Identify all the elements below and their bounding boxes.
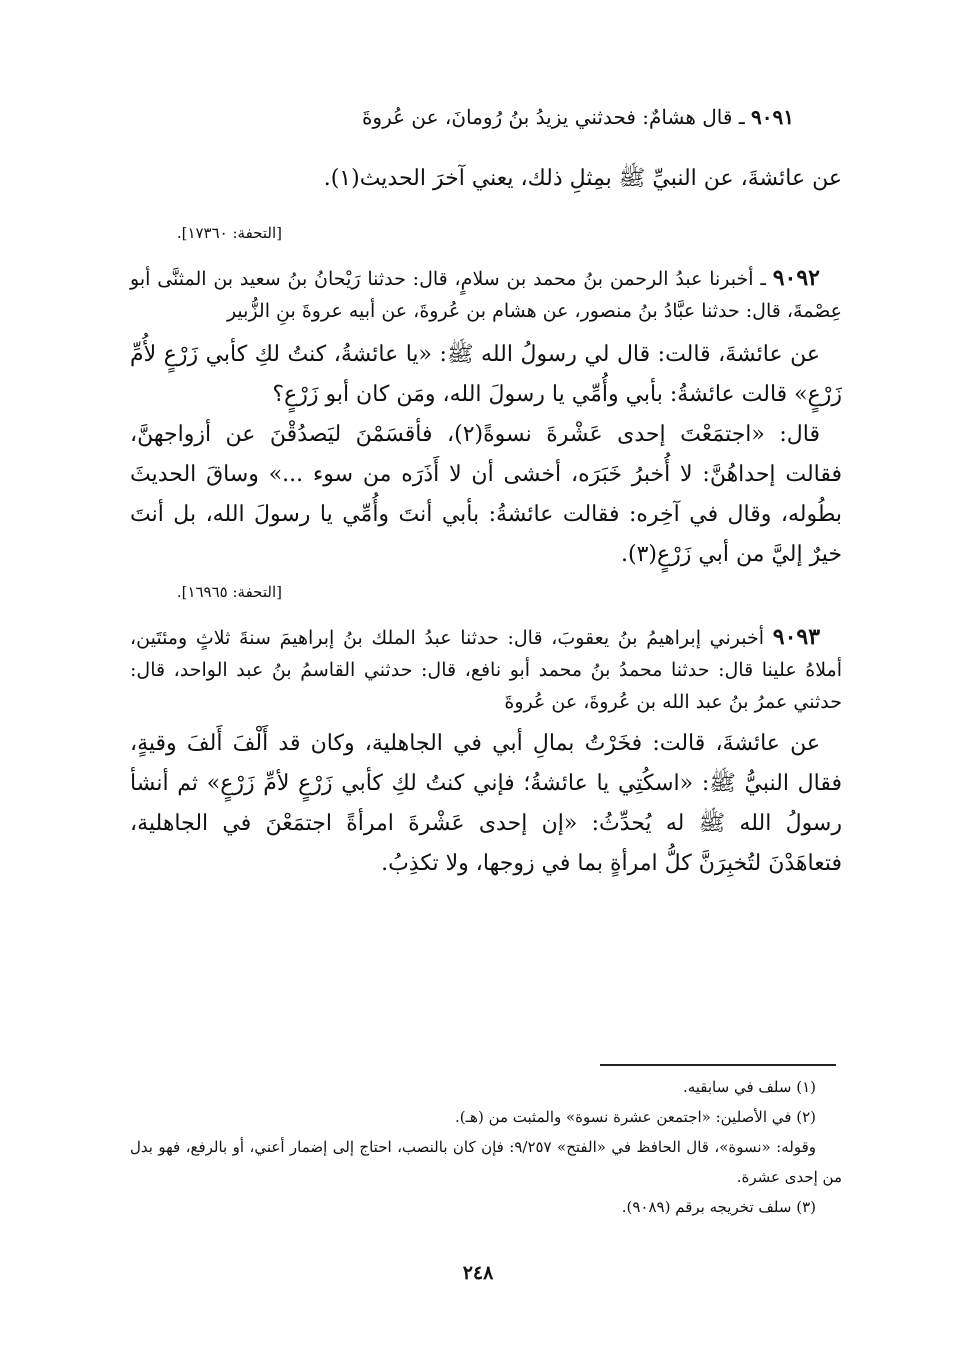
footnote-1: (١) سلف في سابقيه. <box>682 1078 816 1096</box>
hadith-number: ٩٠٩٢ <box>772 265 820 291</box>
footnote-2-continued: وقوله: «نسوة»، قال الحافظ في «الفتح» ٩/٢٥٧: فإن كان بالنصب، احتاج إلى إضمار أعني، أو بالرفع، فهو بدل من إحدى عشرة. <box>130 1138 842 1186</box>
hadith-matn-continued: قال: «اجتمَعْتَ إحدى عَشْرةَ نسوةً(٢)، فأقسَمْنَ ليَصدُقْنَ عن أزواجهنَّ، فقالت إحداهُنَّ: لا أُخبرُ خَبَرَه، أخشى أن لا أَذَرَه من سوء ...» وساقَ الحديثَ بطُوله، وقال في آخِره: فقالت عائشةُ: بأبي أنتَ وأُمِّي يا رسولَ الله، بل أنتَ خيرٌ إليَّ من أبي زَرْعٍ(٣). <box>130 422 842 567</box>
hadith-9093 <box>130 621 842 884</box>
hadith-isnad: ٩٠٩١ ـ قال هشامٌ: فحدثني يزيدُ بنُ رُومانَ، عن عُروةَ <box>361 105 794 129</box>
footnotes <box>130 1072 842 1222</box>
hadith-isnad: ٩٠٩٣ أخبرني إبراهيمُ بنُ يعقوبَ، قال: حدثنا عبدُ الملك بنُ إبراهيمَ سنةَ ثلاثٍ ومئتَين، أملاهُ علينا قال: حدثنا محمدُ بنُ محمد أبو نافع، قال: حدثني القاسمُ بنُ عبد الواحد، قال: حدثني عمرُ بنُ عبد الله بن عُروةَ، عن عُروةَ <box>130 624 842 713</box>
footnote-2: (٢) في الأصلين: «اجتمعن عشرة نسوة» والمثبت من (هـ). <box>455 1108 816 1126</box>
hadith-matn: عن عائشةَ، قالت: قال لي رسولُ الله ﷺ: «يا عائشةُ، كنتُ لكِ كأبي زَرْعٍ لأُمِّ زَرْعٍ» قالت عائشةُ: بأبي وأُمِّي يا رسولَ الله، ومَن كان أبو زَرْعٍ؟ <box>130 342 842 407</box>
page-body <box>130 78 842 884</box>
hadith-9091 <box>130 98 842 244</box>
page-number: ٢٤٨ <box>462 1262 494 1284</box>
hadith-matn: عن عائشةَ، عن النبيِّ ﷺ بمِثلِ ذلك، يعني آخرَ الحديث(١). <box>323 166 842 191</box>
hadith-9092 <box>130 262 842 603</box>
tuhfa-reference: [التحفة: ١٧٣٦٠]. <box>176 224 282 242</box>
tuhfa-reference: [التحفة: ١٦٩٦٥]. <box>176 583 282 601</box>
footnote-3: (٣) سلف تخريجه برقم (٩٠٨٩). <box>621 1198 816 1216</box>
hadith-isnad: ٩٠٩٢ ـ أخبرنا عبدُ الرحمن بنُ محمد بن سلامٍ، قال: حدثنا رَيْحانُ بنُ سعيد بن المثنَّى أبو عِصْمةَ، قال: حدثنا عبَّادُ بنُ منصور، عن هشام بن عُروةَ، عن أبيه عروةَ بنِ الزُّبير <box>130 265 842 322</box>
footnote-separator <box>600 1064 836 1066</box>
hadith-number: ٩٠٩١ <box>751 105 794 129</box>
hadith-matn: عن عائشةَ، قالت: فخَرْتُ بمالِ أبي في الجاهلية، وكان قد أَلْفَ أَلفَ وقيةٍ، فقال النبيُّ ﷺ: «اسكُتِي يا عائشةُ؛ فإني كنتُ لكِ كأبي زَرْعٍ لأمِّ زَرْعٍ» ثم أنشأ رسولُ الله ﷺ له يُحدِّثُ: «إن إحدى عَشْرةَ امرأةً اجتمَعْنَ في الجاهلية، فتعاهَدْنَ لتُخبِرَنَّ كلُّ امرأةٍ بما في زوجها، ولا تكذِبُ. <box>130 731 842 876</box>
hadith-number: ٩٠٩٣ <box>772 624 821 650</box>
